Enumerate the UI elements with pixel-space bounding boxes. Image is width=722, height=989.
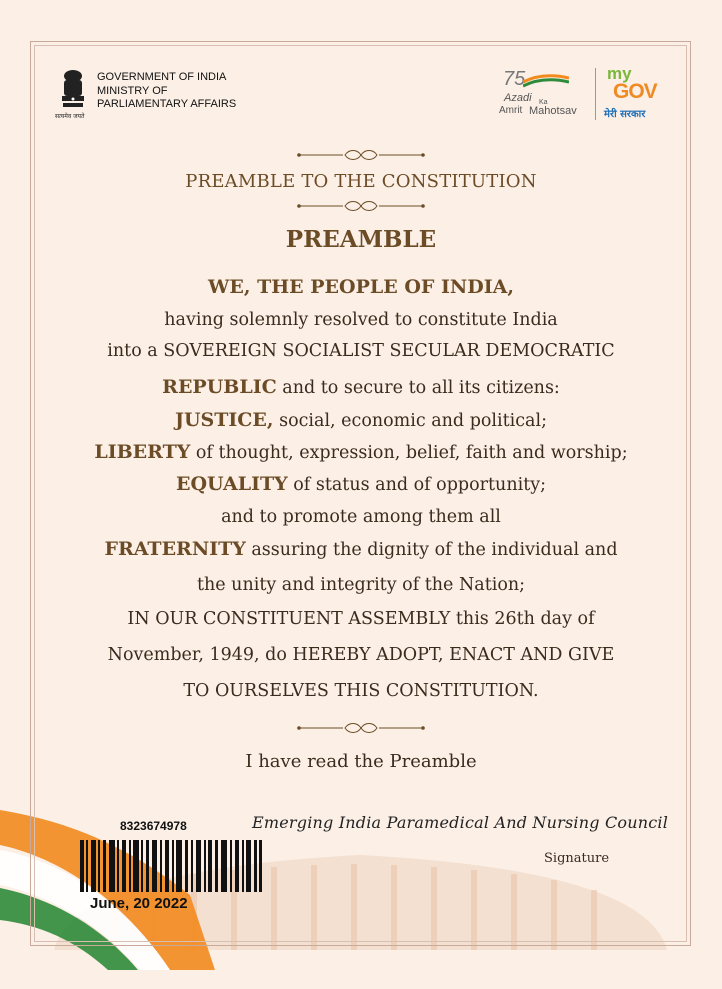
ornament-divider (297, 200, 425, 212)
line-9-rest: assuring the dignity of the individual and (245, 540, 618, 560)
preamble-line-1: WE, THE PEOPLE OF INDIA, (208, 276, 514, 298)
line-7-rest: of status and of opportunity; (287, 475, 547, 495)
mygov-my: my (607, 64, 632, 83)
azadi-word: Azadi (504, 92, 532, 104)
ministry-line: GOVERNMENT OF INDIA (97, 71, 227, 83)
issue-date: June, 20 2022 (90, 895, 188, 912)
preamble-line-7 (0, 473, 722, 495)
mahotsav-word: Mahotsav (529, 105, 577, 117)
ministry-name (97, 71, 236, 112)
preamble-line-12: November, 1949, do HEREBY ADOPT, ENACT AND GIVE (107, 645, 615, 665)
fraternity-word: FRATERNITY (104, 538, 246, 560)
liberty-word: LIBERTY (94, 441, 191, 463)
ka-word: Ka (539, 99, 548, 106)
emblem-caption: सत्यमेव जयते (55, 113, 85, 120)
mygov-gov: GOV (613, 80, 657, 103)
preamble-heading: PREAMBLE TO THE CONSTITUTION (185, 171, 537, 192)
ministry-line: MINISTRY OF (97, 84, 168, 97)
preamble-line-2: having solemnly resolved to constitute India (164, 310, 558, 330)
preamble-line-13: TO OURSELVES THIS CONSTITUTION. (183, 681, 539, 701)
azadi-ka-amrit-mahotsav-logo (499, 68, 579, 120)
signature-label: Signature (544, 851, 610, 866)
ministry-line: PARLIAMENTARY AFFAIRS (97, 98, 237, 110)
barcode (80, 840, 262, 892)
line-6-rest: of thought, expression, belief, faith and worship; (190, 443, 628, 463)
republic-word: REPUBLIC (162, 376, 277, 398)
line-4-rest: and to secure to all its citizens: (276, 378, 560, 398)
preamble-line-6 (0, 441, 722, 463)
amrit-word: Amrit (499, 105, 523, 116)
preamble-line-4 (0, 376, 722, 398)
flag-swoosh-icon (523, 74, 569, 90)
preamble-title: PREAMBLE (285, 226, 437, 253)
line-5-rest: social, economic and political; (273, 411, 547, 431)
preamble-line-9 (0, 538, 722, 560)
preamble-line-3: into a SOVEREIGN SOCIALIST SECULAR DEMOCRATIC (107, 341, 615, 361)
justice-word: JUSTICE, (175, 409, 274, 431)
preamble-line-11: IN OUR CONSTITUENT ASSEMBLY this 26th day of (127, 609, 595, 629)
preamble-line-10: the unity and integrity of the Nation; (196, 575, 526, 595)
ornament-divider (297, 149, 425, 161)
mygov-tagline: मेरी सरकार (604, 109, 646, 120)
mygov-logo (595, 66, 670, 122)
equality-word: EQUALITY (175, 473, 288, 495)
preamble-line-8: and to promote among them all (221, 507, 501, 527)
preamble-line-5 (0, 409, 722, 431)
council-name: Emerging India Paramedical And Nursing Council (252, 813, 669, 832)
read-statement: I have read the Preamble (245, 751, 477, 772)
azadi-number: 75 (503, 68, 526, 90)
barcode-number: 8323674978 (120, 819, 187, 833)
ornament-divider (297, 722, 425, 734)
